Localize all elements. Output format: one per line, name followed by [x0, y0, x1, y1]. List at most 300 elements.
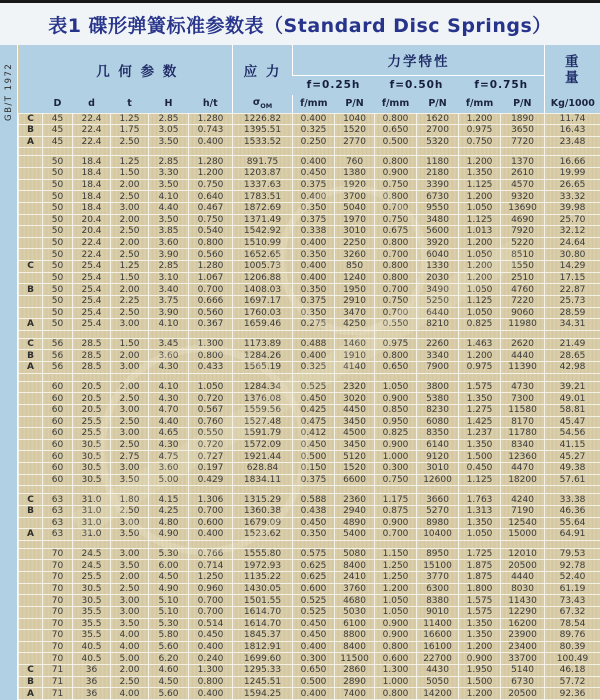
- spacer-cell: [73, 373, 111, 381]
- data-cell: 60: [43, 428, 73, 440]
- series-cell: [19, 548, 43, 560]
- data-cell: 5050: [417, 676, 459, 688]
- data-cell: 1527.48: [233, 416, 293, 428]
- data-cell: 3.85: [149, 226, 189, 238]
- data-cell: 2510: [501, 272, 545, 284]
- table-row: [19, 226, 600, 238]
- spacer-cell: [189, 540, 233, 548]
- data-cell: 31.0: [73, 517, 111, 529]
- table-row: [19, 548, 600, 560]
- series-cell: [19, 179, 43, 191]
- data-cell: 4.40: [149, 416, 189, 428]
- series-cell: [19, 439, 43, 451]
- data-cell: 79.53: [545, 548, 600, 560]
- data-cell: 5220: [501, 237, 545, 249]
- table-header: [19, 45, 600, 113]
- table-row: [19, 529, 600, 541]
- data-cell: 3450: [335, 439, 375, 451]
- data-cell: 22.87: [545, 284, 600, 296]
- data-cell: 1520: [335, 463, 375, 475]
- data-cell: 3770: [417, 572, 459, 584]
- spacer-cell: [111, 373, 149, 381]
- series-cell: [19, 428, 43, 440]
- data-cell: 80.39: [545, 641, 600, 653]
- data-cell: 3.90: [149, 307, 189, 319]
- data-cell: 11780: [501, 428, 545, 440]
- data-cell: 1.200: [459, 191, 501, 203]
- data-cell: 8340: [501, 439, 545, 451]
- data-cell: 9120: [417, 451, 459, 463]
- spacer-row: [19, 373, 600, 381]
- data-cell: 3.50: [149, 179, 189, 191]
- data-cell: 30.80: [545, 249, 600, 261]
- data-cell: 1.280: [189, 261, 233, 273]
- data-cell: 50: [43, 202, 73, 214]
- spacer-cell: [459, 540, 501, 548]
- data-cell: 4.10: [149, 319, 189, 331]
- data-cell: 45: [43, 113, 73, 125]
- data-cell: 1.050: [459, 307, 501, 319]
- data-cell: 12600: [417, 474, 459, 486]
- data-cell: 4.10: [149, 381, 189, 393]
- spacer-cell: [73, 486, 111, 494]
- data-cell: 1659.46: [233, 319, 293, 331]
- data-cell: 0.540: [189, 226, 233, 238]
- data-cell: 0.750: [459, 136, 501, 148]
- spacer-cell: [111, 486, 149, 494]
- data-cell: 1226.82: [233, 113, 293, 125]
- data-cell: 0.900: [459, 653, 501, 665]
- data-cell: 0.400: [293, 641, 335, 653]
- data-cell: 0.400: [293, 237, 335, 249]
- table-row: [19, 618, 600, 630]
- data-cell: 0.875: [375, 505, 417, 517]
- data-cell: 6730: [501, 676, 545, 688]
- data-cell: 50: [43, 237, 73, 249]
- data-cell: 6040: [417, 249, 459, 261]
- spacer-cell: [335, 540, 375, 548]
- data-cell: 1.175: [375, 494, 417, 506]
- data-cell: 1.350: [459, 517, 501, 529]
- spacer-row: [19, 540, 600, 548]
- data-cell: 28.59: [545, 307, 600, 319]
- data-cell: 7900: [417, 362, 459, 374]
- data-cell: 63: [43, 494, 73, 506]
- data-cell: 1.000: [375, 676, 417, 688]
- table-row: [19, 338, 600, 350]
- data-cell: 4.90: [149, 529, 189, 541]
- data-cell: 6440: [417, 307, 459, 319]
- data-cell: 55.64: [545, 517, 600, 529]
- data-cell: 70: [43, 572, 73, 584]
- data-cell: 1555.80: [233, 548, 293, 560]
- data-cell: 1.575: [459, 606, 501, 618]
- data-cell: 1.200: [189, 168, 233, 180]
- table-row: [19, 284, 600, 296]
- data-cell: 2.50: [111, 505, 149, 517]
- data-cell: 0.325: [293, 362, 335, 374]
- data-cell: 3.00: [111, 463, 149, 475]
- data-cell: 1.350: [459, 393, 501, 405]
- data-cell: 31.0: [73, 494, 111, 506]
- data-cell: 18200: [501, 474, 545, 486]
- data-cell: 4730: [501, 381, 545, 393]
- data-cell: 0.800: [375, 261, 417, 273]
- data-cell: 25.5: [73, 428, 111, 440]
- spacer-cell: [501, 486, 545, 494]
- data-cell: 11400: [417, 618, 459, 630]
- table-row: [19, 362, 600, 374]
- data-cell: 1.313: [459, 505, 501, 517]
- data-cell: 0.500: [293, 676, 335, 688]
- data-cell: 14200: [417, 688, 459, 700]
- data-cell: 63: [43, 517, 73, 529]
- data-cell: 1697.17: [233, 295, 293, 307]
- data-cell: 2770: [335, 136, 375, 148]
- data-cell: 16600: [417, 630, 459, 642]
- data-cell: 1652.65: [233, 249, 293, 261]
- series-cell: C: [19, 665, 43, 677]
- data-cell: 16100: [417, 641, 459, 653]
- series-cell: [19, 381, 43, 393]
- data-cell: 1.300: [189, 338, 233, 350]
- data-cell: 8800: [335, 630, 375, 642]
- data-cell: 3.90: [149, 249, 189, 261]
- series-cell: B: [19, 125, 43, 137]
- data-cell: 1920: [335, 179, 375, 191]
- series-cell: C: [19, 113, 43, 125]
- data-cell: 40.5: [73, 653, 111, 665]
- data-cell: 25.73: [545, 295, 600, 307]
- data-cell: 67.32: [545, 606, 600, 618]
- sigma-subscript: OM: [260, 102, 273, 111]
- data-cell: 1.250: [375, 560, 417, 572]
- data-cell: 22.4: [73, 237, 111, 249]
- data-cell: 0.450: [293, 439, 335, 451]
- data-cell: 1245.51: [233, 676, 293, 688]
- data-cell: 2.00: [111, 572, 149, 584]
- data-cell: 1.050: [375, 381, 417, 393]
- data-cell: 22700: [417, 653, 459, 665]
- data-cell: 1572.09: [233, 439, 293, 451]
- data-cell: 1395.51: [233, 125, 293, 137]
- spacer-cell: [149, 373, 189, 381]
- data-cell: 0.700: [189, 606, 233, 618]
- series-cell: A: [19, 136, 43, 148]
- data-cell: 5040: [335, 202, 375, 214]
- data-cell: 0.800: [375, 156, 417, 168]
- data-cell: 4500: [335, 428, 375, 440]
- spacer-cell: [73, 540, 111, 548]
- data-cell: 12010: [501, 548, 545, 560]
- data-cell: 15100: [417, 560, 459, 572]
- table-row: [19, 261, 600, 273]
- data-cell: 0.425: [293, 404, 335, 416]
- data-cell: 0.900: [375, 618, 417, 630]
- data-cell: 4140: [335, 362, 375, 374]
- data-cell: 1950: [335, 284, 375, 296]
- spacer-cell: [149, 330, 189, 338]
- data-cell: 3.00: [111, 362, 149, 374]
- data-cell: 0.450: [293, 168, 335, 180]
- spacer-cell: [19, 540, 43, 548]
- data-cell: 0.675: [375, 226, 417, 238]
- data-cell: 4680: [335, 595, 375, 607]
- spacer-row: [19, 148, 600, 156]
- spacer-cell: [417, 486, 459, 494]
- data-cell: 2.75: [111, 451, 149, 463]
- data-cell: 7720: [501, 136, 545, 148]
- data-cell: 17.15: [545, 272, 600, 284]
- series-cell: B: [19, 350, 43, 362]
- table-row: [19, 156, 600, 168]
- data-cell: 0.750: [189, 179, 233, 191]
- data-cell: 60: [43, 404, 73, 416]
- data-cell: 0.567: [189, 404, 233, 416]
- data-cell: 23.48: [545, 136, 600, 148]
- level-025h-header: f=0.25h: [293, 75, 375, 95]
- data-cell: 20500: [501, 688, 545, 700]
- data-cell: 3.00: [111, 517, 149, 529]
- data-cell: 0.800: [375, 191, 417, 203]
- data-cell: 2700: [417, 125, 459, 137]
- spacer-cell: [43, 148, 73, 156]
- data-cell: 0.325: [293, 125, 335, 137]
- data-cell: 0.666: [189, 295, 233, 307]
- spacer-cell: [545, 486, 600, 494]
- data-cell: 4760: [501, 284, 545, 296]
- data-cell: 2.25: [111, 295, 149, 307]
- table-row: [19, 688, 600, 700]
- data-cell: 0.750: [189, 214, 233, 226]
- data-cell: 50: [43, 179, 73, 191]
- data-cell: 1.000: [375, 451, 417, 463]
- table-row: [19, 319, 600, 331]
- data-cell: 1370: [501, 156, 545, 168]
- data-cell: 0.625: [293, 572, 335, 584]
- data-cell: 5120: [335, 451, 375, 463]
- data-cell: 1510.99: [233, 237, 293, 249]
- data-cell: 70: [43, 630, 73, 642]
- data-cell: 0.750: [375, 214, 417, 226]
- data-cell: 3.00: [111, 404, 149, 416]
- spacer-cell: [375, 486, 417, 494]
- data-cell: 1.306: [189, 494, 233, 506]
- data-cell: 89.76: [545, 630, 600, 642]
- data-cell: 3.00: [111, 606, 149, 618]
- data-cell: 70: [43, 641, 73, 653]
- table-row: [19, 630, 600, 642]
- table-row: [19, 202, 600, 214]
- data-cell: 0.650: [293, 665, 335, 677]
- spacer-cell: [233, 373, 293, 381]
- data-cell: 50: [43, 226, 73, 238]
- data-cell: 2.85: [149, 261, 189, 273]
- data-cell: 1203.87: [233, 168, 293, 180]
- data-cell: 1.200: [459, 237, 501, 249]
- data-cell: 0.300: [293, 653, 335, 665]
- data-cell: 1.067: [189, 272, 233, 284]
- data-cell: 2.50: [111, 583, 149, 595]
- data-cell: 12360: [501, 451, 545, 463]
- data-cell: 0.400: [189, 136, 233, 148]
- data-cell: 0.800: [375, 237, 417, 249]
- data-cell: 1.80: [111, 494, 149, 506]
- data-cell: 2.50: [111, 439, 149, 451]
- spacer-cell: [293, 373, 335, 381]
- data-cell: 891.75: [233, 156, 293, 168]
- col-f-050: f/mm: [375, 95, 417, 113]
- data-cell: 0.714: [189, 560, 233, 572]
- data-cell: 0.400: [189, 641, 233, 653]
- data-cell: 39.21: [545, 381, 600, 393]
- data-cell: 33.38: [545, 494, 600, 506]
- data-cell: 0.450: [459, 463, 501, 475]
- data-cell: 5270: [417, 505, 459, 517]
- data-cell: 0.400: [293, 272, 335, 284]
- data-cell: 3.00: [111, 595, 149, 607]
- data-cell: 3.50: [149, 214, 189, 226]
- data-cell: 4440: [501, 350, 545, 362]
- level-075h-header: f=0.75h: [459, 75, 545, 95]
- page-title: 表1 碟形弹簧标准参数表（Standard Disc Springs）: [48, 14, 552, 37]
- data-cell: 0.720: [189, 439, 233, 451]
- table-row: [19, 606, 600, 618]
- data-cell: 1.275: [459, 404, 501, 416]
- data-cell: 0.450: [293, 630, 335, 642]
- series-cell: [19, 295, 43, 307]
- data-cell: 1040: [335, 113, 375, 125]
- series-cell: [19, 191, 43, 203]
- data-cell: 0.800: [189, 350, 233, 362]
- data-cell: 2.50: [111, 136, 149, 148]
- data-cell: 1559.56: [233, 404, 293, 416]
- data-cell: 1.875: [459, 560, 501, 572]
- data-cell: 2360: [335, 494, 375, 506]
- column-label-row: [19, 95, 600, 113]
- data-cell: 50: [43, 284, 73, 296]
- data-cell: 19.99: [545, 168, 600, 180]
- data-cell: 0.375: [293, 214, 335, 226]
- data-cell: 0.450: [189, 630, 233, 642]
- table-row: [19, 295, 600, 307]
- spacer-cell: [501, 540, 545, 548]
- data-cell: 50: [43, 156, 73, 168]
- data-cell: 0.400: [293, 688, 335, 700]
- data-cell: 0.467: [189, 202, 233, 214]
- data-cell: 40.5: [73, 641, 111, 653]
- data-cell: 34.31: [545, 319, 600, 331]
- data-cell: 3470: [335, 307, 375, 319]
- data-cell: 5.10: [149, 606, 189, 618]
- data-cell: 0.412: [293, 428, 335, 440]
- series-cell: [19, 618, 43, 630]
- data-cell: 0.338: [293, 226, 335, 238]
- series-cell: C: [19, 494, 43, 506]
- data-cell: 4.75: [149, 451, 189, 463]
- data-cell: 0.350: [293, 202, 335, 214]
- data-cell: 56: [43, 350, 73, 362]
- data-cell: 25.4: [73, 319, 111, 331]
- data-cell: 4570: [501, 179, 545, 191]
- data-cell: 1460: [335, 338, 375, 350]
- data-cell: 3.00: [111, 428, 149, 440]
- data-cell: 1.200: [459, 261, 501, 273]
- spacer-cell: [417, 373, 459, 381]
- data-cell: 20.5: [73, 393, 111, 405]
- data-cell: 1834.11: [233, 474, 293, 486]
- data-cell: 20.5: [73, 381, 111, 393]
- data-cell: 5.30: [149, 618, 189, 630]
- data-cell: 8030: [501, 583, 545, 595]
- col-p-050: P/N: [417, 95, 459, 113]
- data-cell: 5.60: [149, 641, 189, 653]
- data-cell: 63: [43, 529, 73, 541]
- data-cell: 2.00: [111, 179, 149, 191]
- data-cell: 0.900: [375, 439, 417, 451]
- series-cell: [19, 474, 43, 486]
- data-cell: 0.400: [293, 191, 335, 203]
- data-cell: 21.49: [545, 338, 600, 350]
- data-cell: 0.975: [459, 362, 501, 374]
- data-cell: 50: [43, 168, 73, 180]
- data-cell: 3.60: [149, 350, 189, 362]
- data-cell: 1.050: [189, 381, 233, 393]
- spacer-cell: [111, 540, 149, 548]
- spacer-cell: [19, 148, 43, 156]
- level-050h-header: f=0.50h: [375, 75, 459, 95]
- data-cell: 0.750: [375, 179, 417, 191]
- data-cell: 1.200: [375, 583, 417, 595]
- data-cell: 0.850: [375, 404, 417, 416]
- data-cell: 22.4: [73, 136, 111, 148]
- data-cell: 3450: [335, 416, 375, 428]
- data-cell: 11580: [501, 404, 545, 416]
- table-row: [19, 191, 600, 203]
- data-cell: 60: [43, 416, 73, 428]
- data-cell: 1.500: [459, 451, 501, 463]
- spacer-cell: [459, 373, 501, 381]
- data-cell: 1135.22: [233, 572, 293, 584]
- data-cell: 0.700: [375, 529, 417, 541]
- data-cell: 18.4: [73, 202, 111, 214]
- data-cell: 7920: [501, 226, 545, 238]
- spacer-cell: [335, 373, 375, 381]
- data-cell: 0.900: [375, 168, 417, 180]
- data-cell: 33700: [501, 653, 545, 665]
- data-cell: 2.50: [111, 393, 149, 405]
- data-cell: 42.98: [545, 362, 600, 374]
- data-cell: 16.66: [545, 156, 600, 168]
- data-cell: 1501.55: [233, 595, 293, 607]
- data-cell: 0.750: [375, 295, 417, 307]
- data-cell: 0.400: [189, 688, 233, 700]
- data-cell: 0.900: [375, 630, 417, 642]
- standard-number-label: GB/T 1972: [3, 62, 14, 121]
- table-row: [19, 572, 600, 584]
- data-cell: 1.200: [459, 688, 501, 700]
- data-cell: 30.5: [73, 595, 111, 607]
- data-cell: 35.5: [73, 606, 111, 618]
- data-cell: 1.250: [375, 572, 417, 584]
- spacer-cell: [233, 540, 293, 548]
- data-cell: 1910: [335, 350, 375, 362]
- data-cell: 1376.08: [233, 393, 293, 405]
- spacer-cell: [19, 373, 43, 381]
- data-cell: 2.00: [111, 237, 149, 249]
- data-cell: 0.600: [293, 583, 335, 595]
- data-cell: 2940: [335, 505, 375, 517]
